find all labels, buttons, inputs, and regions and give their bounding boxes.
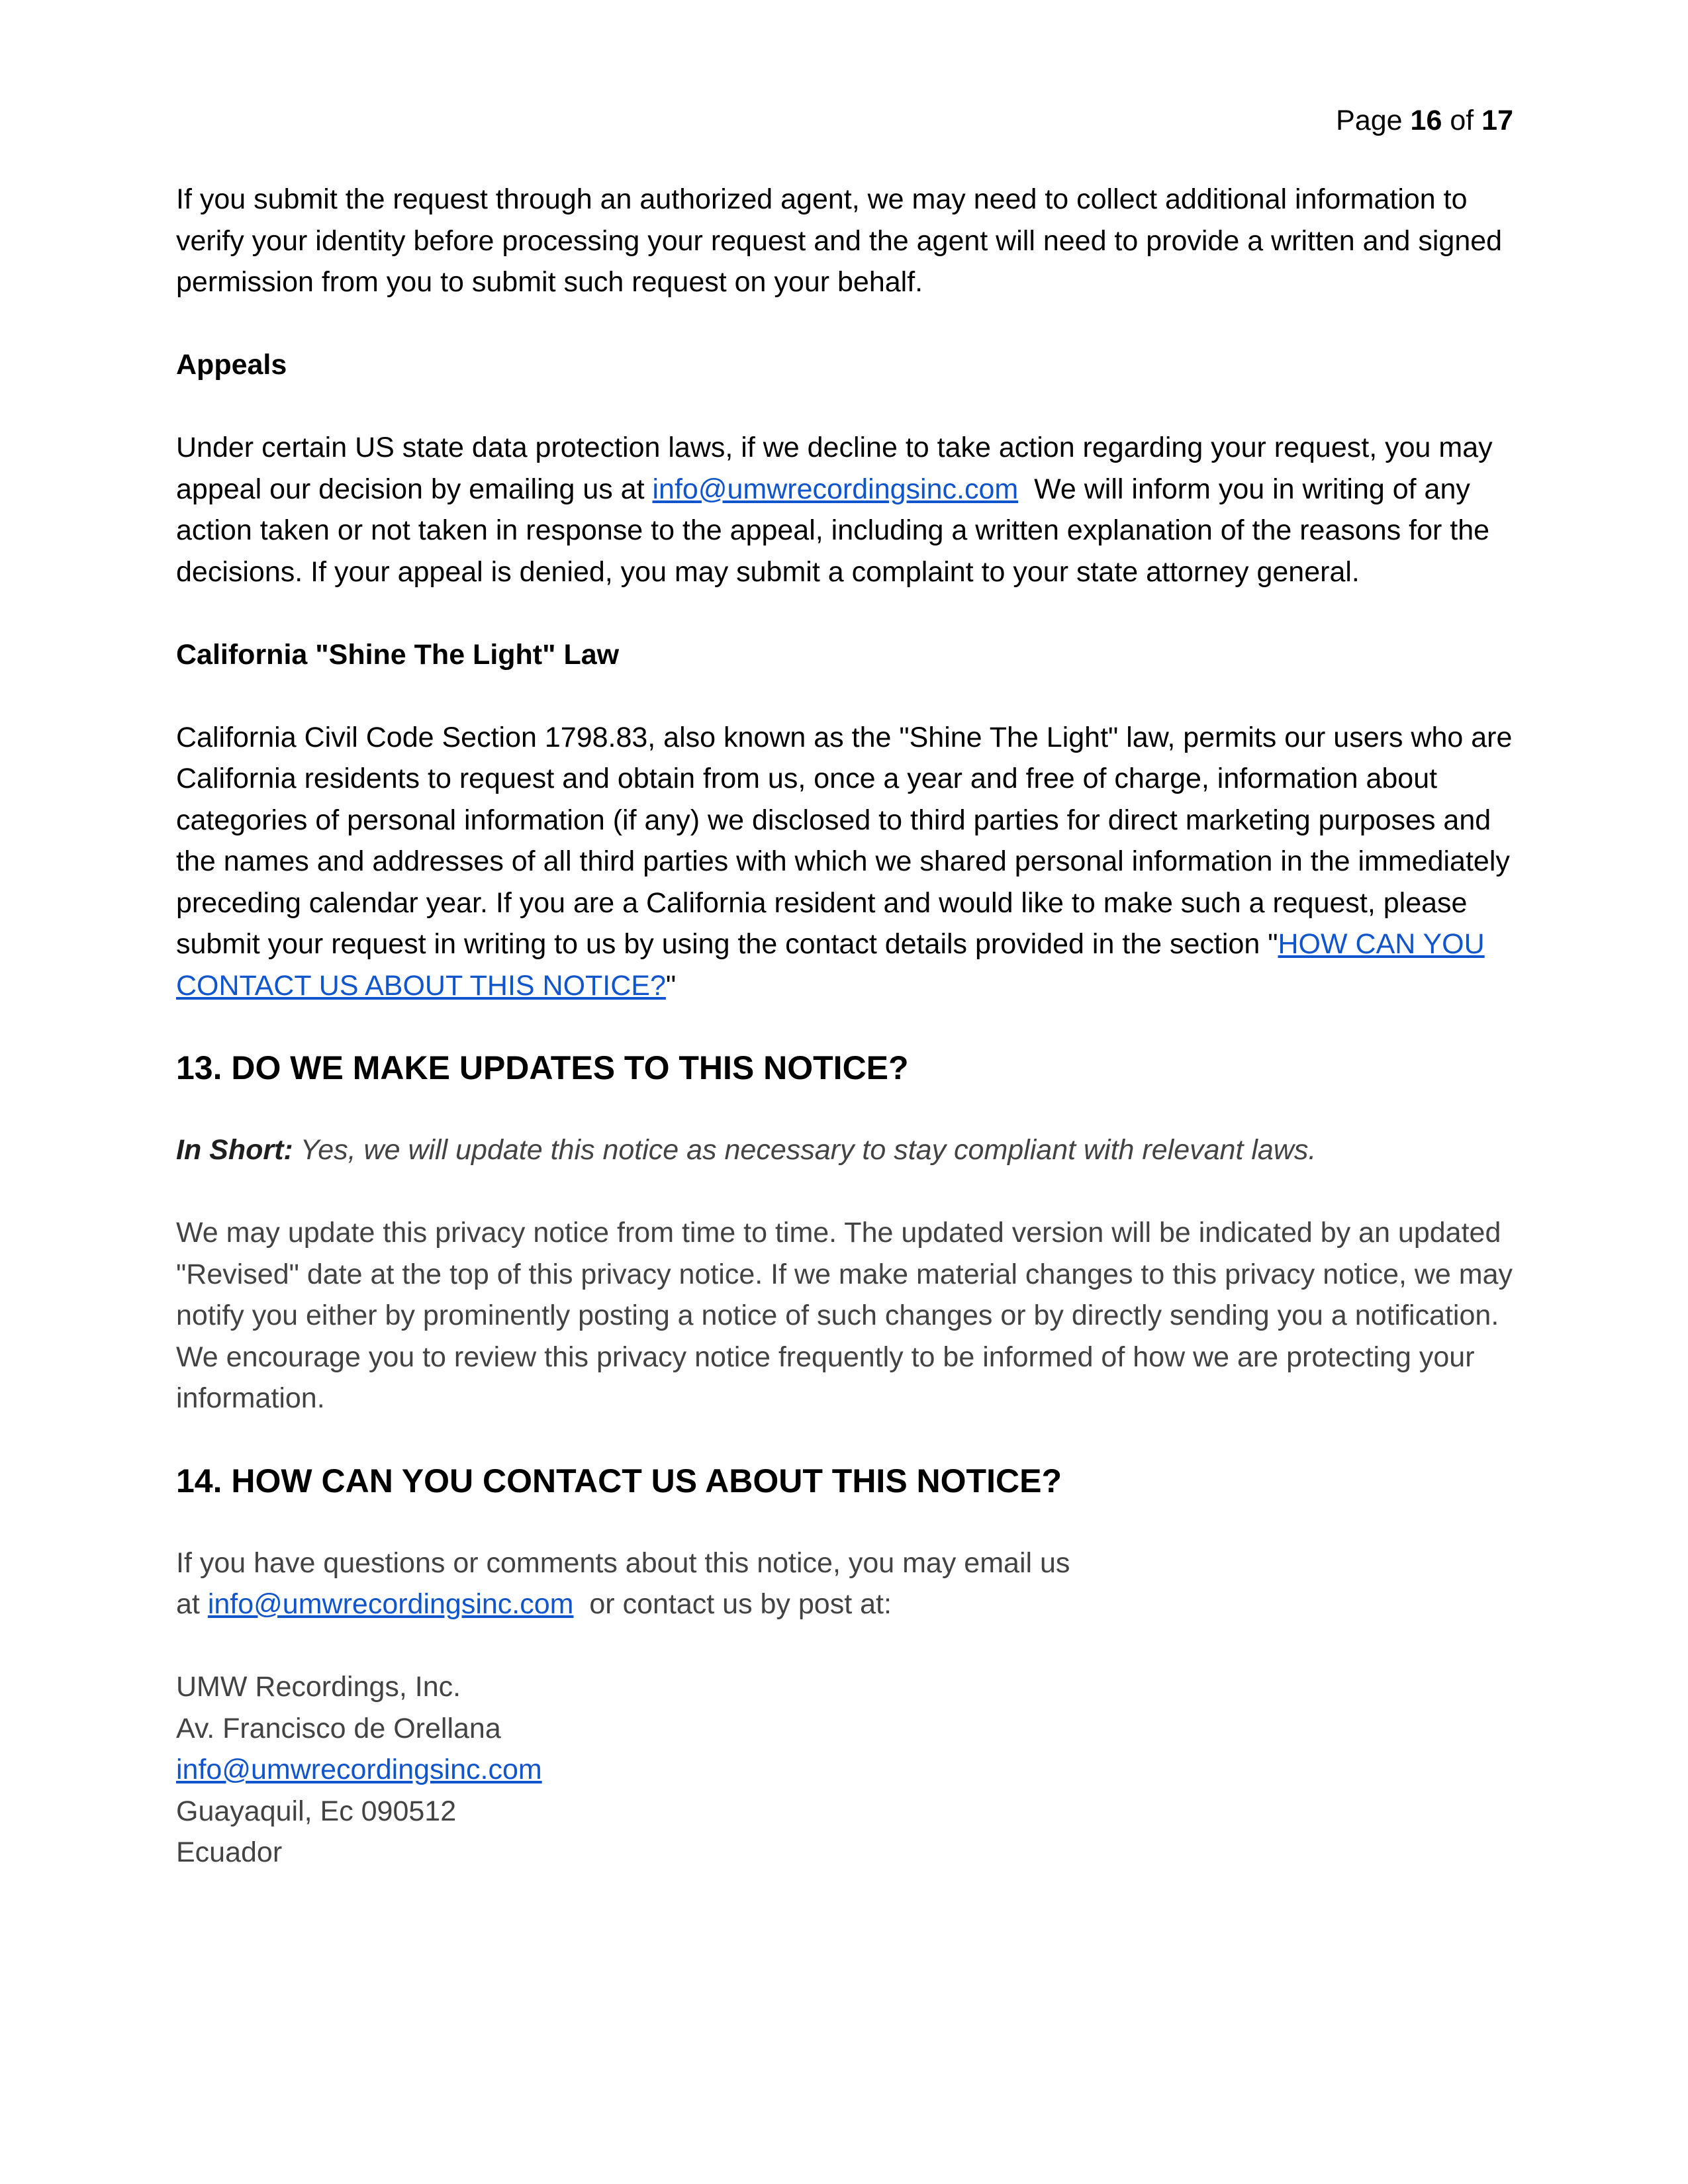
document-page	[176, 0, 1513, 2184]
address-email-link[interactable]: info@umwrecordingsinc.com	[176, 1754, 542, 1785]
address-country: Ecuador	[176, 1836, 283, 1868]
contact-section-link[interactable]: HOW CAN YOU CONTACT US ABOUT THIS NOTICE?	[176, 928, 1485, 1002]
page-word: Page	[1336, 105, 1403, 136]
contact-line-1: If you have questions or comments about this notice, you may email us	[176, 1546, 1070, 1579]
agent-paragraph: If you submit the request through an authorized agent, we may need to collect additional information to verify your identity before processing your request and the agent will need to provide a written and signed permission from you to submit such request on your behalf.	[176, 183, 1503, 298]
address-company: UMW Recordings, Inc.	[176, 1671, 461, 1703]
appeals-paragraph	[176, 427, 1513, 593]
appeals-text-2: We will inform you in writing of any action taken or not taken in response to the appeal, including a written explanation of the reasons for the decisions. If your appeal is denied, you may submit a complaint to your state attorney general.	[176, 473, 1498, 588]
shine-the-light-paragraph	[176, 717, 1513, 1007]
contact-line-2	[176, 1584, 1513, 1625]
page-of-word: of	[1450, 105, 1474, 136]
contact-line-2-suffix: or contact us by post at:	[573, 1588, 892, 1620]
postal-address	[176, 1666, 1513, 1874]
appeals-text-1: Under certain US state data protection laws, if we decline to take action regarding your request, you may appeal our decision by emailing us at	[176, 432, 1493, 505]
shine-text-2: "	[665, 969, 677, 1002]
appeals-heading: Appeals	[176, 349, 287, 381]
address-city: Guayaquil, Ec 090512	[176, 1795, 457, 1827]
section-13-title: 13. DO WE MAKE UPDATES TO THIS NOTICE?	[176, 1049, 909, 1086]
section-13-body: We may update this privacy notice from time to time. The updated version will be indicated by an updated "Revised" date at the top of this privacy notice. If we make material changes to this privacy notice, we may notify you either by prominently posting a notice of such changes or by directly sending you a notification. We encourage you to review this privacy notice frequently to be informed of how we are protecting your information.	[176, 1217, 1513, 1414]
contact-line-2-prefix: at	[176, 1588, 208, 1620]
in-short-text: Yes, we will update this notice as necessary to stay compliant with relevant laws.	[293, 1134, 1317, 1166]
appeals-email-link[interactable]: info@umwrecordingsinc.com	[652, 473, 1019, 505]
shine-the-light-heading: California "Shine The Light" Law	[176, 638, 620, 671]
section-14-title: 14. HOW CAN YOU CONTACT US ABOUT THIS NOTICE?	[176, 1462, 1062, 1499]
shine-text-1: California Civil Code Section 1798.83, also known as the "Shine The Light" law, permits our users who are California residents to request and obtain from us, once a year and free of charge, information about categories of personal information (if any) we disclosed to third parties for direct marketing purposes and the names and addresses of all third parties with which we shared personal information in the immediately preceding calendar year. If you are a California resident and would like to make such a request, please submit your request in writing to us by using the contact details provided in the section "	[176, 721, 1513, 960]
address-street: Av. Francisco de Orellana	[176, 1712, 501, 1744]
page-number	[1336, 102, 1513, 139]
section-13-in-short	[176, 1129, 1513, 1171]
document-body	[176, 179, 1513, 1874]
in-short-label: In Short:	[176, 1134, 293, 1166]
section-14-intro	[176, 1543, 1513, 1625]
page-total: 17	[1481, 105, 1513, 136]
page-current: 16	[1410, 105, 1442, 136]
contact-email-link[interactable]: info@umwrecordingsinc.com	[207, 1588, 574, 1620]
